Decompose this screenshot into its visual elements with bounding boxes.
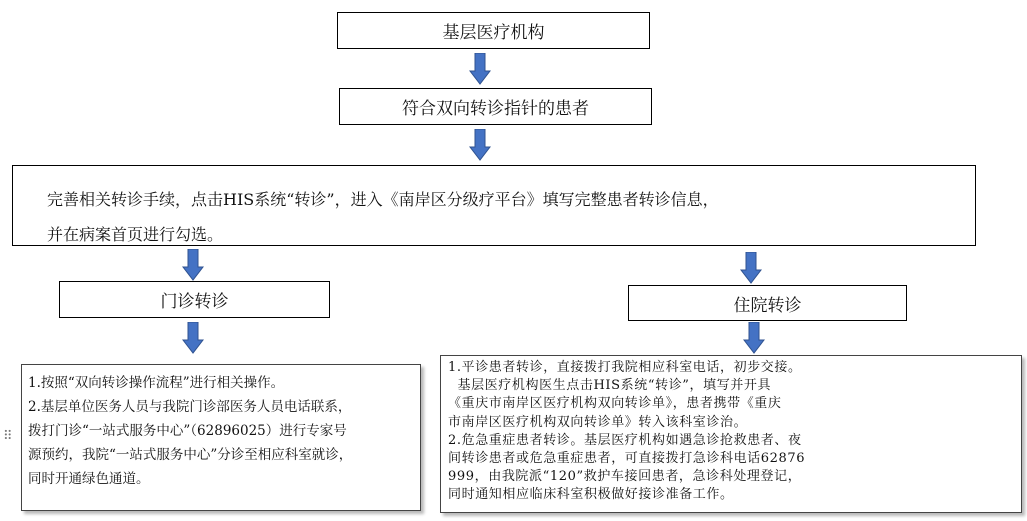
arrow-down-icon [740,252,762,284]
node-referral-procedure [12,165,976,246]
inpatient-step-line: 间转诊患者或危急重症患者，可直接拨打急诊科电话62876 [448,451,806,467]
arrow-down-icon [469,53,491,85]
arrow-down-icon [182,322,204,354]
outpatient-step-line: 2.基层单位医务人员与我院门诊部医务人员电话联系， [28,399,352,415]
node-inpatient-referral-label: 住院转诊 [733,295,802,316]
arrow-down-icon [182,249,204,281]
node-inpatient-referral [628,285,907,321]
arrow-down-icon [743,322,765,354]
node-eligible-patients [339,88,652,125]
outpatient-step-line: 源预约，我院“一站式服务中心”分诊至相应科室就诊， [28,447,353,463]
procedure-line-1: 完善相关转诊手续，点击HIS系统“转诊”，进入《南岸区分级疗平台》填写完整患者转诊信息， [47,190,719,209]
node-eligible-patients-label: 符合双向转诊指针的患者 [402,99,589,119]
node-institution-label: 基层医疗机构 [442,23,545,43]
inpatient-step-line: 2.危急重症患者转诊。基层医疗机构如遇急诊抢救患者、夜 [448,432,802,448]
inpatient-step-line: 市南岸区医疗机构双向转诊单》转入该科室诊治。 [448,414,748,430]
node-institution [337,12,650,49]
inpatient-step-line: 《重庆市南岸区医疗机构双向转诊单》，患者携带《重庆 [448,396,782,412]
node-inpatient-steps [440,355,1022,513]
drag-handle-icon[interactable]: ⠿ [3,429,13,444]
outpatient-step-line: 拨打门诊“一站式服务中心”（62896025）进行专家号 [28,423,347,439]
node-outpatient-referral-label: 门诊转诊 [160,292,229,312]
inpatient-step-line: 999，由我院派“120”救护车接回患者，急诊科处理登记， [448,469,802,485]
inpatient-step-line: 基层医疗机构医生点击HIS系统“转诊”，填写并开具 [448,378,772,394]
procedure-line-2: 并在病案首页进行勾选。 [47,225,224,244]
node-outpatient-steps [21,364,421,511]
outpatient-step-line: 同时开通绿色通道。 [28,471,150,487]
arrow-down-icon [469,129,491,161]
node-outpatient-referral [59,281,330,318]
outpatient-step-line: 1.按照“双向转诊操作流程”进行相关操作。 [28,375,285,391]
inpatient-step-line: 1.平诊患者转诊，直接拨打我院相应科室电话，初步交接。 [448,360,802,375]
inpatient-step-line: 同时通知相应临床科室积极做好接诊准备工作。 [448,487,734,503]
